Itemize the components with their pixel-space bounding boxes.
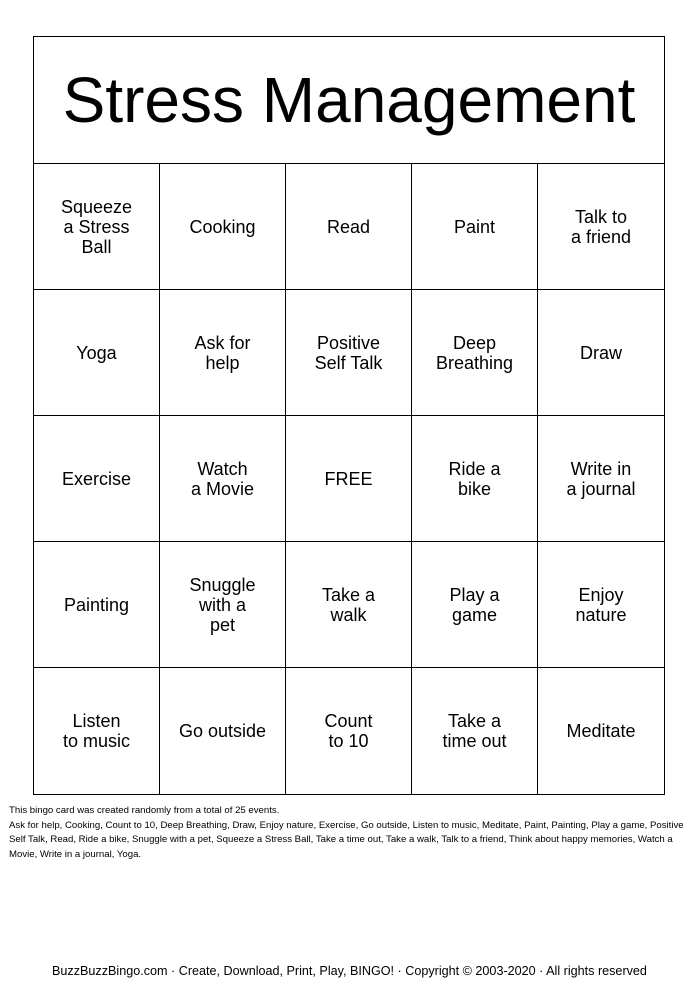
bingo-cell-2-3: Positive Self Talk	[286, 290, 412, 416]
bingo-cell-2-2: Ask for help	[160, 290, 286, 416]
bingo-cell-1-3: Read	[286, 164, 412, 290]
bingo-cell-5-5: Meditate	[566, 721, 636, 741]
bingo-card	[33, 36, 665, 795]
info-event-list: Ask for help, Cooking, Count to 10, Deep Breathing, Draw, Enjoy nature, Exercise, Go outside, Listen to music, Meditate, Paint, Painting, Play a game, Positive Self Talk, Read, Ride a bike, Snuggle with a pet, Squeeze a Stress Ball, Take a time out, Take a walk, Talk to a friend, Think about happy memories, Watch a Movie, Write in a journal, Yoga.	[9, 819, 684, 860]
bingo-grid	[34, 164, 664, 794]
bingo-free-space: FREE	[286, 416, 412, 542]
bingo-cell-5-4: Take a time out	[412, 668, 538, 794]
bingo-cell-4-5: Enjoy nature	[538, 542, 664, 668]
bingo-cell-3-4: Ride a bike	[412, 416, 538, 542]
bingo-cell-5-3: Count to 10	[286, 668, 412, 794]
page-footer: BuzzBuzzBingo.com · Create, Download, Print, Play, BINGO! · Copyright © 2003-2020 · All rights reserved	[52, 964, 647, 978]
card-title: Stress Management	[34, 37, 664, 164]
bingo-cell-2-1: Yoga	[34, 290, 160, 416]
bingo-cell-1-5: Talk to a friend	[538, 164, 664, 290]
bingo-cell-5-2: Go outside	[160, 668, 286, 794]
card-info	[9, 804, 689, 862]
bingo-cell-2-5: Draw	[538, 290, 664, 416]
info-summary: This bingo card was created randomly from a total of 25 events.	[9, 805, 280, 816]
bingo-cell-1-4: Paint	[412, 164, 538, 290]
bingo-cell-3-5: Write in a journal	[538, 416, 664, 542]
bingo-cell-3-2: Watch a Movie	[160, 416, 286, 542]
bingo-cell-2-4: Deep Breathing	[412, 290, 538, 416]
bingo-cell-1-2: Cooking	[160, 164, 286, 290]
bingo-cell-4-2: Snuggle with a pet	[160, 542, 286, 668]
bingo-cell-4-3: Take a walk	[286, 542, 412, 668]
bingo-cell-3-1: Exercise	[34, 416, 160, 542]
bingo-cell-4-1: Painting	[34, 542, 160, 668]
bingo-cell-4-4: Play a game	[412, 542, 538, 668]
bingo-cell-1-1: Squeeze a Stress Ball	[34, 164, 160, 290]
bingo-cell-5-1: Listen to music	[34, 668, 160, 794]
